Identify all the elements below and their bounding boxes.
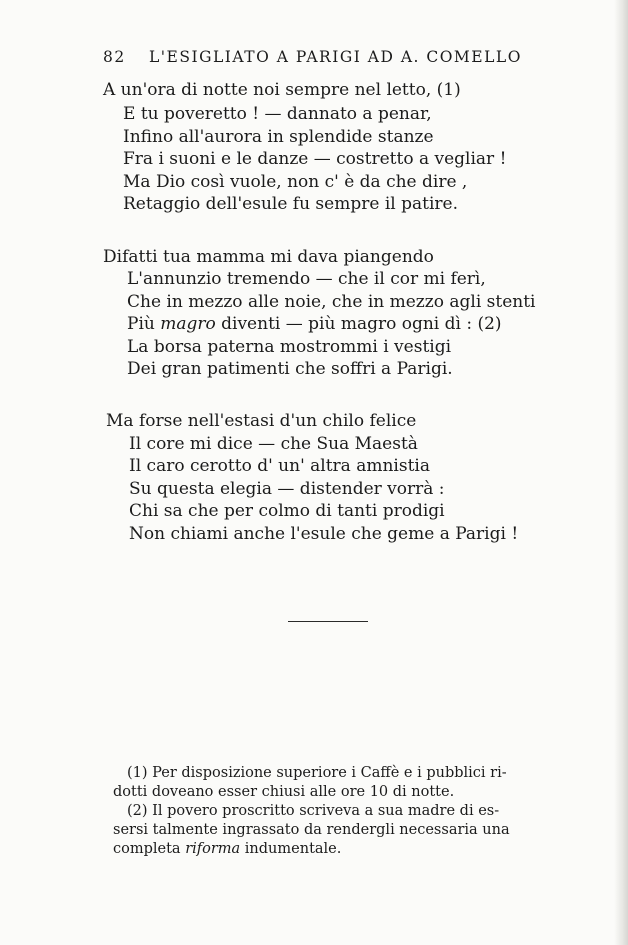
verse-line: Infino all'aurora in splendide stanze [123, 127, 434, 147]
footnote-line: (1) Per disposizione superiore i Caffè e i pubblici ri- [127, 765, 507, 781]
verse-line: La borsa paterna mostrommi i vestigi [127, 337, 452, 357]
running-title: L'ESIGLIATO A PARIGI AD A. COMELLO [149, 48, 522, 66]
verse-line: Più magro diventi — più magro ogni dì : (2) [127, 314, 502, 334]
italic-word: riforma [185, 841, 241, 857]
footnote-line: (2) Il povero proscritto scriveva a sua madre di es- [127, 803, 500, 819]
running-header [103, 48, 522, 66]
page-number: 82 [103, 48, 126, 66]
verse-line: Il caro cerotto d' un' altra amnistia [129, 456, 430, 476]
verse-line: Ma forse nell'estasi d'un chilo felice [106, 411, 417, 431]
italic-word: magro [160, 314, 216, 334]
verse-line: Dei gran patimenti che soffri a Parigi. [127, 359, 453, 379]
verse-line: Su questa elegia — distender vorrà : [129, 479, 445, 499]
footnote-line: completa riforma indumentale. [113, 841, 342, 857]
verse-line: Fra i suoni e le danze — costretto a vegliar ! [123, 149, 507, 169]
verse-line: Difatti tua mamma mi dava piangendo [103, 247, 434, 267]
verse-line: L'annunzio tremendo — che il cor mi ferì, [127, 269, 486, 289]
section-divider [288, 621, 368, 622]
verse-line: Retaggio dell'esule fu sempre il patire. [123, 194, 458, 214]
footnote-line: sersi talmente ingrassato da rendergli necessaria una [113, 822, 510, 838]
verse-line: Ma Dio così vuole, non c' è da che dire , [123, 172, 468, 192]
footnote-line: dotti doveano esser chiusi alle ore 10 di notte. [113, 784, 455, 800]
verse-line: Chi sa che per colmo di tanti prodigi [129, 501, 445, 521]
verse-line: Non chiami anche l'esule che geme a Parigi ! [129, 524, 519, 544]
verse-line: E tu poveretto ! — dannato a penar, [123, 104, 432, 124]
verse-line: A un'ora di notte noi sempre nel letto, (1) [103, 80, 461, 100]
verse-line: Il core mi dice — che Sua Maestà [129, 434, 418, 454]
page-edge-shadow [614, 0, 628, 945]
verse-line: Che in mezzo alle noie, che in mezzo agli stenti [127, 292, 536, 312]
